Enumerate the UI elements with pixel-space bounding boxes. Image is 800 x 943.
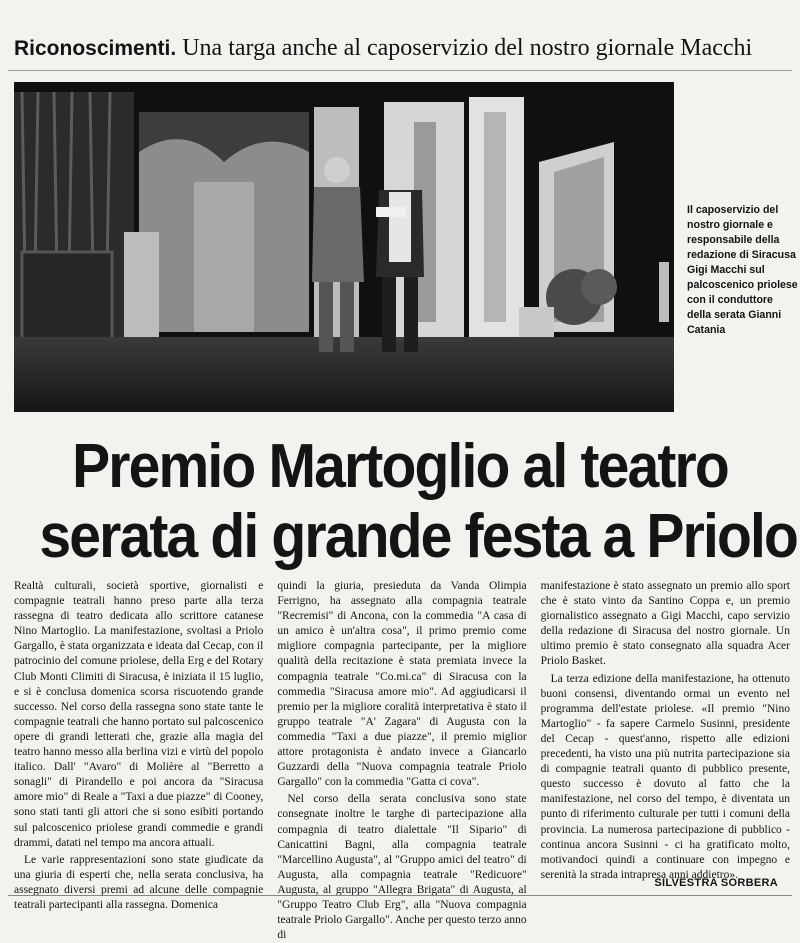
kicker-label: Riconoscimenti. xyxy=(14,37,177,60)
article-column-2 xyxy=(277,579,527,942)
paragraph: Realtà culturali, società sportive, giornalisti e compagnie teatrali hanno preso parte alla terza rassegna di teatro dedicata allo scrittore catanese Nino Martoglio. La manifestazione, svoltasi a Priolo Gargallo, è stata organizzata e ideata dal Cecap, con il patrocinio del comune priolese, della Erg e del Rotary Club Monti Climiti di Siracusa, è iniziata il 15 luglio, e si è conclusa domenica scorsa riscuotendo grande successo. Nel corso della rassegna sono state tante le compagnie teatrali che hanno portato sul palcoscenico opere di grandi letterati che, grazie alla magia del teatro hanno messo alla berlina vizi e virtù del popolo italico. Dall' "Avaro" di Molière al "Berretto a sonagli" di Pirandello e poi ancora da "Siracusa amore mio" di Reale a "Taxi a due piazze" di Cooney, sono stati tanti gli attori che si sono esibiti portando sul palcoscenico priolese grandi commedie e grandi drammi, datati nel tempo ma ancora attuali. xyxy=(14,580,264,849)
top-rule xyxy=(8,70,792,71)
headline-line-2: serata di grande festa a Priolo xyxy=(39,502,798,571)
headline-line-1: Premio Martoglio al teatro xyxy=(72,432,728,501)
paragraph: manifestazione è stato assegnato un premio allo sport che è stato vinto da Santino Coppa e, un premio giornalistico assegnato a Gigi Macchi, capo servizio della redazione di Siracusa del nostro giornale. Un ultimo premio è stato consegnato alla squadra Acer Priolo Basket. xyxy=(540,580,790,668)
stage-photo-icon xyxy=(14,82,674,412)
article-column-1 xyxy=(14,579,264,911)
byline: SILVESTRA SORBERA xyxy=(654,877,778,889)
article-column-3 xyxy=(541,579,790,879)
paragraph: Nel corso della serata conclusiva sono state consegnate inoltre le targhe di partecipazione alla compagnia di teatro dialettale "Il Sipario" di Canicattini Bagni, alla compagnia teatrale "Marcellino Augusta", al "Gruppo amici del teatro" di Augusta, alla compagnia teatrale "Redicuore" Augusta, al gruppo "Allegra Brigata" di Augusta, al "Gruppo Teatro Club Erg", alla "Nuova compagnia teatrale Priolo Gargallo". Anche per questo terzo anno di xyxy=(277,793,527,942)
paragraph: Le varie rappresentazioni sono state giudicate da una giuria di esperti che, nella serata conclusiva, ha assegnato diversi premi ad alcune delle compagnie teatrali partecipanti alla rassegna. Domenica xyxy=(14,853,264,911)
headline xyxy=(39,432,798,572)
photo-caption: Il caposervizio del nostro giornale e responsabile della redazione di Siracusa Gigi Macchi sul palcoscenico priolese con il conduttore della serata Gianni Catania xyxy=(687,204,798,336)
bottom-rule xyxy=(8,895,792,896)
kicker xyxy=(14,34,786,63)
paragraph: quindi la giuria, presieduta da Vanda Olimpia Ferrigno, ha assegnato alla compagnia teatrale "Recremisi" di Ancona, con la commedia "A casa di un amico è un'altra cosa", il primo premio come migliore compagnia partecipante, per la migliore qualità della recitazione è stata premiata invece la compagnia teatrale "Co.mi.ca" di Siracusa con la commedia "Siracusa amore mio". Ad aggiudicarsi il premio per la migliore coralità interpretativa è stato il gruppo teatrale "A' Zagara" di Augusta con la commedia "Taxi a due piazze", il premio miglior attore protagonista è andato invece a Giancarlo Guzzardi della "Nuova compagnia teatrale Priolo Gargallo" con la commedia "Gatta ci cova". xyxy=(277,580,527,789)
paragraph: La terza edizione della manifestazione, ha ottenuto buoni consensi, diventando ormai un evento nel programma dell'estate priolese. «Il premio "Nino Martoglio" - fa sapere Carmelo Susinni, presidente del Cecap - quest'anno, rispetto alle edizioni precedenti, ha visto una più nutrita partecipazione sia di compagnie teatrali quanto di pubblico presente, questo successo è dovuto al fatto che la manifestazione, nel corso del tempo, è diventata un punto di riferimento culturale per tutti i comuni della provincia. La numerosa partecipazione di pubblico - continua ancora Susinni - ci ha gratificato molto, motivandoci quindi a continuare con impegno e serenità la strada intrapresa anni addietro». xyxy=(540,672,790,881)
stage-photo xyxy=(14,82,674,412)
kicker-text: Una targa anche al caposervizio del nostro giornale Macchi xyxy=(176,35,753,61)
